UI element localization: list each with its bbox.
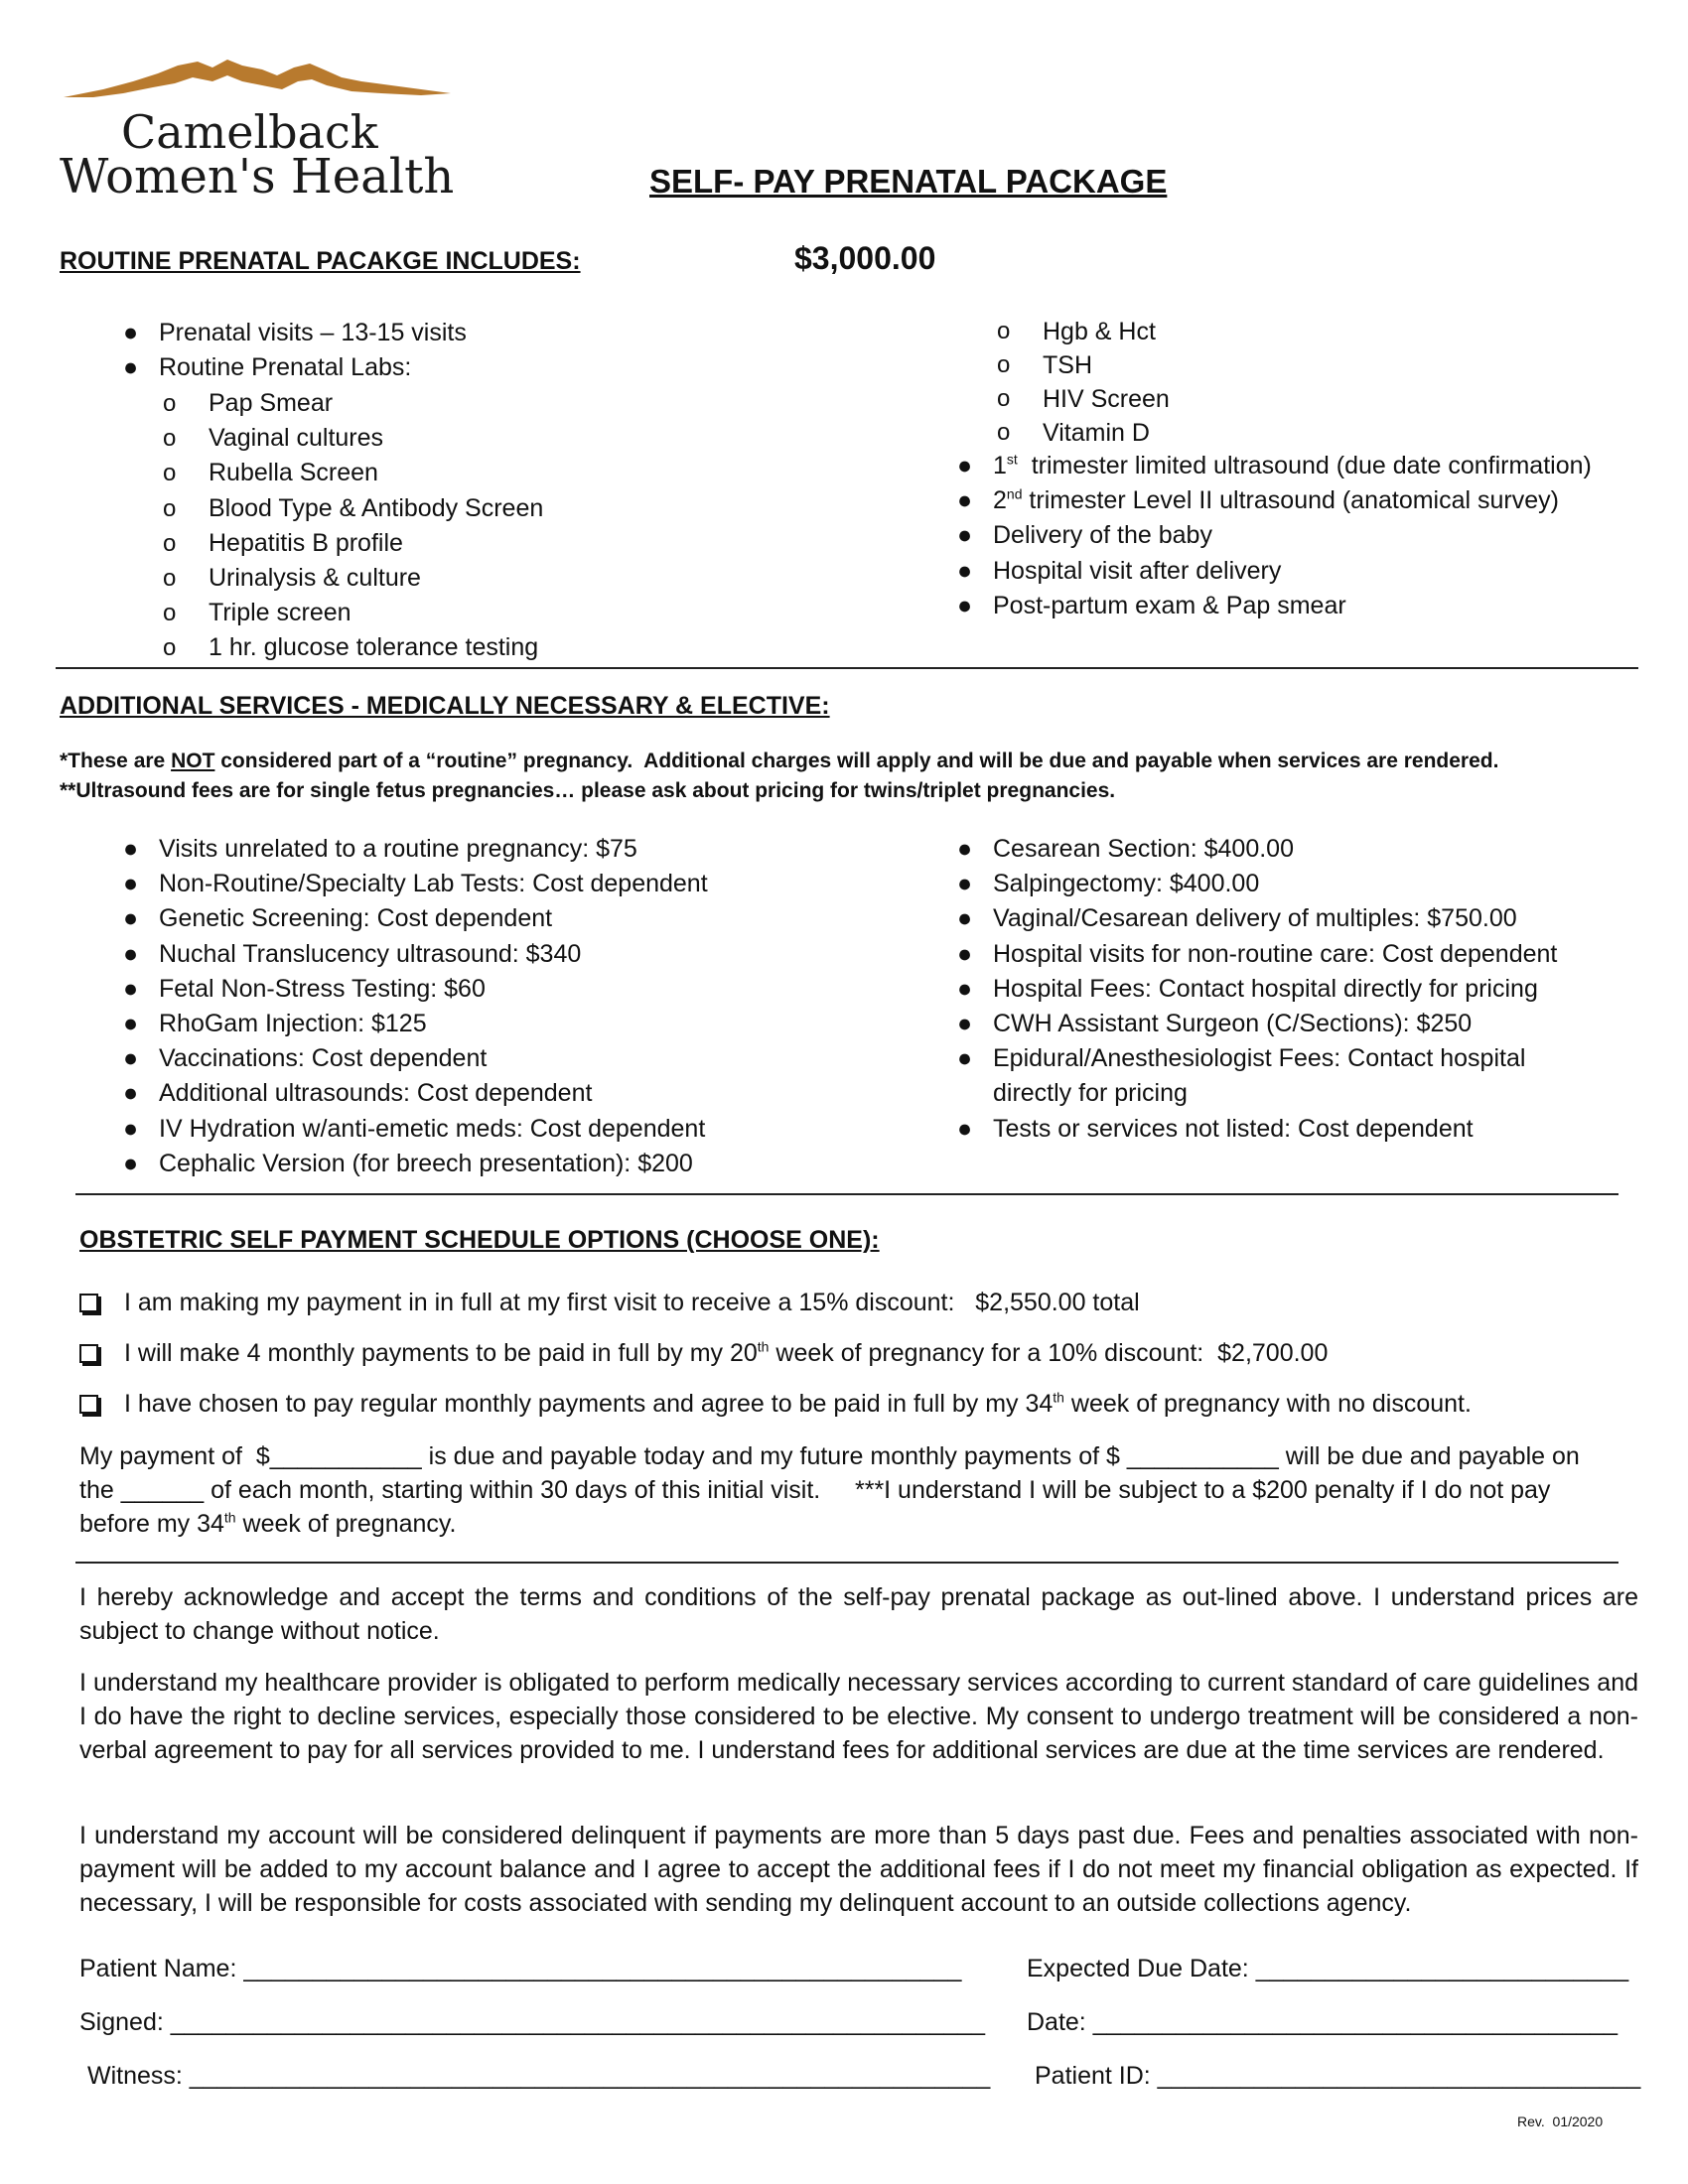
list-item: o Pap Smear [209,386,543,421]
list-item: ● Delivery of the baby [993,518,1592,553]
bullet-icon: ● [957,486,973,515]
bullet-icon: ● [123,1149,139,1177]
list-item: ● Hospital visits for non-routine care: Cost dependent [993,937,1557,972]
divider [56,667,1638,669]
bullet-icon: ● [123,870,139,898]
circle-bullet-icon: o [163,494,177,522]
circle-bullet-icon: o [163,460,177,487]
list-item: ● Additional ultrasounds: Cost dependent [159,1076,708,1111]
list-item: ● Salpingectomy: $400.00 [993,867,1557,901]
bullet-icon: ● [123,1114,139,1143]
routine-left-list [123,316,467,385]
patient-name-field[interactable]: Patient Name: ____________________________________________________ [79,1955,962,1982]
checkbox-icon[interactable] [79,1294,98,1312]
bullet-icon: ● [123,835,139,863]
list-item: ● 1st trimester limited ultrasound (due date confirmation) [993,449,1592,483]
list-item: o HIV Screen [1043,382,1170,416]
logo-line2: Women's Health [60,149,455,205]
list-item: ● Routine Prenatal Labs: [159,350,467,385]
payment-option-regular-monthly[interactable]: I have chosen to pay regular monthly payments and agree to be paid in full by my 34th week of pregnancy with no discount. [79,1387,1472,1421]
list-item: ● Tests or services not listed: Cost dependent [993,1112,1557,1147]
list-item: ● Epidural/Anesthesiologist Fees: Contact hospital [993,1041,1557,1076]
bullet-icon: ● [957,452,973,479]
list-item: ● IV Hydration w/anti-emetic meds: Cost dependent [159,1112,708,1147]
routine-labs-right [997,315,1170,450]
routine-labs-left [163,386,544,666]
list-item: o Vaginal cultures [209,421,543,456]
circle-bullet-icon: o [997,385,1011,412]
bullet-icon: ● [123,974,139,1003]
list-item: ● Prenatal visits – 13-15 visits [159,316,467,350]
bullet-icon: ● [957,1114,973,1143]
list-item: o TSH [1043,348,1170,382]
bullet-icon: ● [957,870,973,898]
terms-paragraph-2: I understand my healthcare provider is obligated to perform medically necessary services according to current standard of care guidelines and I do have the right to decline services, especially those considered to be elective. My consent to undergo treatment will be considered a non-verbal agreement to pay for all services provided to me. I understand fees for additional services are due at the time services are rendered. [79,1669,1638,1764]
bullet-icon: ● [123,1044,139,1073]
circle-bullet-icon: o [163,600,177,627]
payment-day-line[interactable]: the ______ of each month, starting within 30 days of this initial visit. ***I understand I will be subject to a $200 penalty if I do not pay [79,1476,1551,1504]
package-price: $3,000.00 [794,240,936,276]
list-item: o Blood Type & Antibody Screen [209,491,543,526]
bullet-icon: ● [123,1079,139,1108]
list-item: ● Hospital Fees: Contact hospital directly for pricing [993,972,1557,1007]
additional-note-1: *These are NOT considered part of a “routine” pregnancy. Additional charges will apply and will be due and payable when services are rendered. [60,750,1499,772]
circle-bullet-icon: o [163,565,177,593]
payment-amount-line[interactable]: My payment of $___________ is due and payable today and my future monthly payments of $ ___________ will be due and payable on [79,1442,1580,1470]
list-item: o Triple screen [209,596,543,630]
list-item: ● Hospital visit after delivery [993,554,1592,589]
bullet-icon: ● [957,591,973,619]
list-item: ● RhoGam Injection: $125 [159,1007,708,1041]
divider [75,1562,1618,1564]
list-item: ● Nuchal Translucency ultrasound: $340 [159,937,708,972]
checkbox-icon[interactable] [79,1395,98,1414]
bullet-icon: ● [123,319,139,346]
list-item: ● Non-Routine/Specialty Lab Tests: Cost dependent [159,867,708,901]
signed-field[interactable]: Signed: ___________________________________________________________ [79,2008,986,2036]
bullet-icon: ● [123,939,139,968]
circle-bullet-icon: o [997,419,1011,446]
circle-bullet-icon: o [163,634,177,662]
bullet-icon: ● [123,1010,139,1038]
circle-bullet-icon: o [163,390,177,417]
list-item: ● Cephalic Version (for breech presentation): $200 [159,1147,708,1181]
witness-field[interactable]: Witness: __________________________________________________________ [87,2062,991,2090]
bullet-icon: ● [957,835,973,863]
list-item: o Urinalysis & culture [209,561,543,596]
additional-note-2: **Ultrasound fees are for single fetus pregnancies… please ask about pricing for twins/triplet pregnancies. [60,779,1116,802]
circle-bullet-icon: o [163,425,177,453]
routine-right-list [957,449,1592,623]
patient-id-field[interactable]: Patient ID: ___________________________________ [1035,2062,1641,2090]
circle-bullet-icon: o [163,529,177,557]
terms-paragraph-1: I hereby acknowledge and accept the terms and conditions of the self-pay prenatal package as out-lined above. I understand prices are subject to change without notice. [79,1583,1638,1645]
list-item: o Hepatitis B profile [209,526,543,561]
routine-heading: ROUTINE PRENATAL PACAKGE INCLUDES: [60,247,581,275]
list-item: ● Fetal Non-Stress Testing: $60 [159,972,708,1007]
logo-line1: Camelback [121,105,378,159]
list-item: ● Vaccinations: Cost dependent [159,1041,708,1076]
list-item: directly for pricing [993,1079,1188,1108]
bullet-icon: ● [957,1044,973,1073]
list-item: ● 2nd trimester Level II ultrasound (anatomical survey) [993,483,1592,518]
list-item: ● Cesarean Section: $400.00 [993,832,1557,867]
page-title: SELF- PAY PRENATAL PACKAGE [649,163,1168,200]
mountain-logo-icon [64,56,451,105]
bullet-icon: ● [957,1010,973,1038]
additional-left-list [123,832,708,1181]
date-field[interactable]: Date: ______________________________________ [1027,2008,1618,2036]
circle-bullet-icon: o [997,351,1011,378]
logo [60,56,457,205]
payment-option-4-monthly[interactable]: I will make 4 monthly payments to be paid in full by my 20th week of pregnancy for a 10% discount: $2,700.00 [79,1336,1328,1370]
list-item: ● CWH Assistant Surgeon (C/Sections): $250 [993,1007,1557,1041]
revision-label: Rev. 01/2020 [1517,2114,1604,2129]
bullet-icon: ● [957,939,973,968]
list-item: ● Genetic Screening: Cost dependent [159,901,708,936]
checkbox-icon[interactable] [79,1344,98,1363]
schedule-heading: OBSTETRIC SELF PAYMENT SCHEDULE OPTIONS (CHOOSE ONE): [79,1226,880,1254]
bullet-icon: ● [957,974,973,1003]
circle-bullet-icon: o [997,318,1011,344]
payment-option-full[interactable]: I am making my payment in in full at my first visit to receive a 15% discount: $2,550.00 total [79,1286,1140,1319]
list-item: ● Post-partum exam & Pap smear [993,589,1592,623]
bullet-icon: ● [957,556,973,585]
expected-due-date-field[interactable]: Expected Due Date: ___________________________ [1027,1955,1629,1982]
divider [75,1193,1618,1195]
additional-right-list [957,832,1558,1147]
terms-paragraph-3: I understand my account will be considered delinquent if payments are more than 5 days past due. Fees and penalties associated with non-payment will be added to my account balance and I agree to accept the additional fees if I do not meet my financial obligation as expected. If necessary, I will be responsible for costs associated with sending my delinquent account to an outside collections agency. [79,1822,1638,1917]
list-item: ● Visits unrelated to a routine pregnancy: $75 [159,832,708,867]
bullet-icon: ● [957,904,973,933]
payment-penalty-line: before my 34th week of pregnancy. [79,1509,457,1538]
bullet-icon: ● [123,904,139,933]
list-item: ● Vaginal/Cesarean delivery of multiples: $750.00 [993,901,1557,936]
list-item: o Vitamin D [1043,416,1170,450]
list-item: o 1 hr. glucose tolerance testing [209,630,543,665]
list-item: o Hgb & Hct [1043,315,1170,348]
list-item: o Rubella Screen [209,456,543,490]
additional-heading: ADDITIONAL SERVICES - MEDICALLY NECESSARY & ELECTIVE: [60,692,830,720]
bullet-icon: ● [123,353,139,382]
bullet-icon: ● [957,521,973,550]
